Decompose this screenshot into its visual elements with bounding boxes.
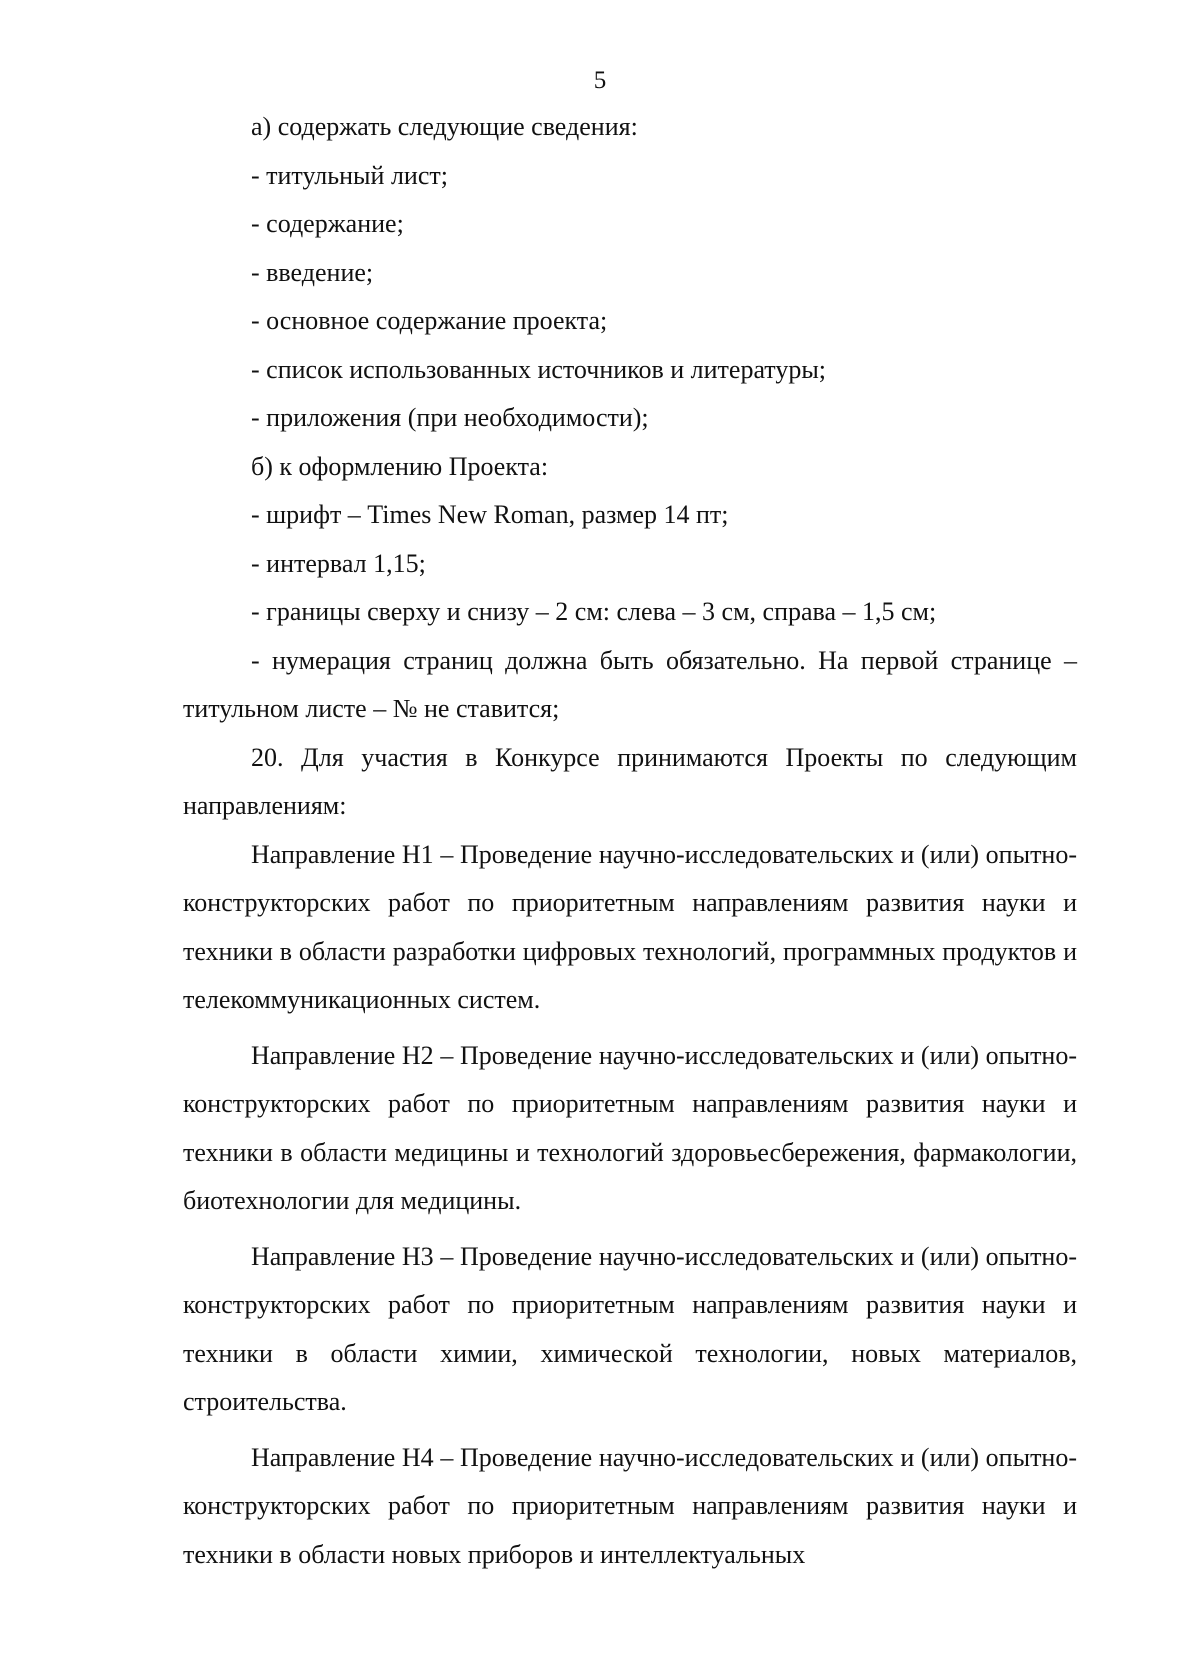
list-item: - содержание; [251, 209, 404, 238]
list-item: - введение; [251, 257, 374, 287]
list-item: - границы сверху и снизу – 2 см: слева – 3 см, справа – 1,5 см; [251, 597, 937, 626]
list-item: - основное содержание проекта; [251, 306, 608, 335]
direction-paragraph: Направление Н2 – Проведение научно-исследовательских и (или) опытно-конструкторских работ по приоритетным направлениям развития науки и техники в области медицины и технологий здоровьесбережения, фармакологии, биотехнологии для медицины. [183, 1040, 1077, 1215]
list-b-intro: б) к оформлению Проекта: [251, 451, 549, 481]
list-item: - шрифт – Times New Roman, размер 14 пт; [251, 500, 729, 529]
direction-paragraph: Направление Н4 – Проведение научно-исследовательских и (или) опытно-конструкторских работ по приоритетным направлениям развития науки и техники в области новых приборов и интеллектуальных [183, 1442, 1077, 1569]
page-number: 5 [593, 67, 607, 94]
list-item: - нумерация страниц должна быть обязательно. На первой странице – титульном листе – № не ставится; [183, 645, 1077, 723]
document-body [183, 103, 1077, 1579]
list-item: - приложения (при необходимости); [251, 403, 649, 432]
clause-20: 20. Для участия в Конкурсе принимаются Проекты по следующим направлениям: [183, 742, 1077, 820]
direction-paragraph: Направление Н3 – Проведение научно-исследовательских и (или) опытно-конструкторских работ по приоритетным направлениям развития науки и техники в области химии, химической технологии, новых материалов, строительства. [183, 1241, 1077, 1416]
list-item: - титульный лист; [251, 160, 448, 190]
direction-paragraph: Направление Н1 – Проведение научно-исследовательских и (или) опытно-конструкторских работ по приоритетным направлениям развития науки и техники в области разработки цифровых технологий, программных продуктов и телекоммуникационных систем. [183, 839, 1077, 1014]
list-a-intro: а) содержать следующие сведения: [251, 112, 638, 141]
list-item: - интервал 1,15; [251, 548, 426, 578]
list-item: - список использованных источников и литературы; [251, 354, 827, 384]
